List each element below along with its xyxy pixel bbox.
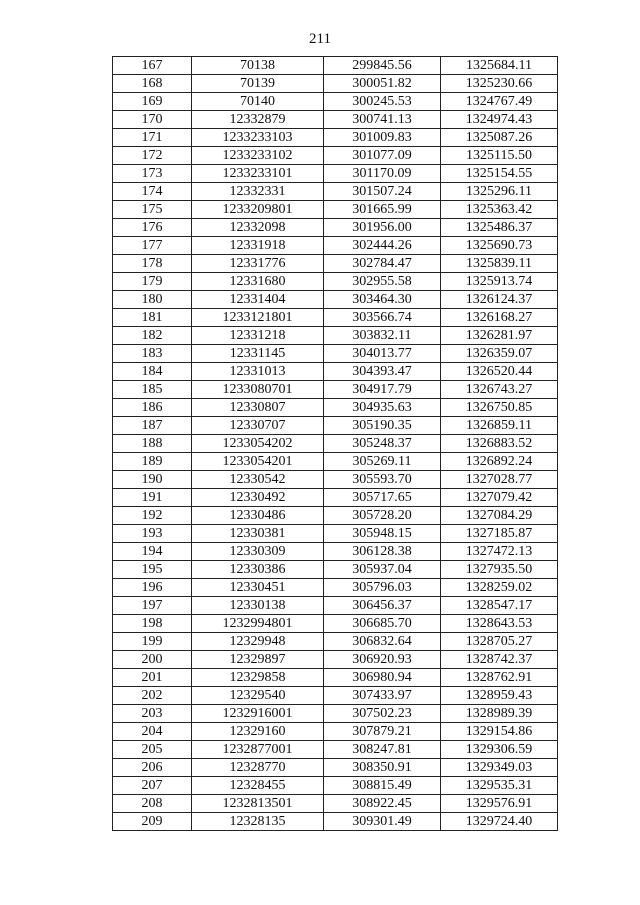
y-coordinate-cell: 1329306.59 [441,741,558,759]
point-id-cell: 12330386 [192,561,324,579]
table-row [113,219,558,237]
table-row [113,363,558,381]
point-id-cell: 12332098 [192,219,324,237]
row-number-cell: 190 [113,471,192,489]
table-row [113,417,558,435]
point-id-cell: 12330707 [192,417,324,435]
x-coordinate-cell: 301956.00 [324,219,441,237]
point-id-cell: 12330381 [192,525,324,543]
point-id-cell: 12330138 [192,597,324,615]
x-coordinate-cell: 307433.97 [324,687,441,705]
point-id-cell: 12330807 [192,399,324,417]
y-coordinate-cell: 1327935.50 [441,561,558,579]
table-row [113,453,558,471]
point-id-cell: 70138 [192,57,324,75]
x-coordinate-cell: 308815.49 [324,777,441,795]
y-coordinate-cell: 1328742.37 [441,651,558,669]
point-id-cell: 1233233102 [192,147,324,165]
table-row [113,255,558,273]
table-row [113,741,558,759]
x-coordinate-cell: 306832.64 [324,633,441,651]
row-number-cell: 172 [113,147,192,165]
x-coordinate-cell: 308247.81 [324,741,441,759]
point-id-cell: 12328455 [192,777,324,795]
row-number-cell: 204 [113,723,192,741]
y-coordinate-cell: 1325913.74 [441,273,558,291]
x-coordinate-cell: 301077.09 [324,147,441,165]
row-number-cell: 184 [113,363,192,381]
point-id-cell: 12331145 [192,345,324,363]
y-coordinate-cell: 1325839.11 [441,255,558,273]
row-number-cell: 182 [113,327,192,345]
x-coordinate-cell: 300051.82 [324,75,441,93]
table-row [113,111,558,129]
x-coordinate-cell: 308922.45 [324,795,441,813]
x-coordinate-cell: 306920.93 [324,651,441,669]
x-coordinate-cell: 301507.24 [324,183,441,201]
y-coordinate-cell: 1326281.97 [441,327,558,345]
point-id-cell: 12329858 [192,669,324,687]
point-id-cell: 12332879 [192,111,324,129]
y-coordinate-cell: 1325087.26 [441,129,558,147]
point-id-cell: 70140 [192,93,324,111]
x-coordinate-cell: 305593.70 [324,471,441,489]
x-coordinate-cell: 305728.20 [324,507,441,525]
y-coordinate-cell: 1326883.52 [441,435,558,453]
x-coordinate-cell: 301009.83 [324,129,441,147]
row-number-cell: 198 [113,615,192,633]
row-number-cell: 197 [113,597,192,615]
table-row [113,273,558,291]
table-row [113,201,558,219]
point-id-cell: 1232813501 [192,795,324,813]
y-coordinate-cell: 1328547.17 [441,597,558,615]
point-id-cell: 1233209801 [192,201,324,219]
point-id-cell: 70139 [192,75,324,93]
point-id-cell: 1232916001 [192,705,324,723]
x-coordinate-cell: 304917.79 [324,381,441,399]
x-coordinate-cell: 307502.23 [324,705,441,723]
table-row [113,147,558,165]
row-number-cell: 200 [113,651,192,669]
point-id-cell: 12329160 [192,723,324,741]
row-number-cell: 201 [113,669,192,687]
y-coordinate-cell: 1325486.37 [441,219,558,237]
x-coordinate-cell: 305796.03 [324,579,441,597]
y-coordinate-cell: 1325684.11 [441,57,558,75]
x-coordinate-cell: 305937.04 [324,561,441,579]
x-coordinate-cell: 301170.09 [324,165,441,183]
table-row [113,237,558,255]
row-number-cell: 178 [113,255,192,273]
point-id-cell: 12329540 [192,687,324,705]
row-number-cell: 177 [113,237,192,255]
table-row [113,345,558,363]
y-coordinate-cell: 1326168.27 [441,309,558,327]
row-number-cell: 191 [113,489,192,507]
y-coordinate-cell: 1325115.50 [441,147,558,165]
y-coordinate-cell: 1328643.53 [441,615,558,633]
row-number-cell: 209 [113,813,192,831]
coordinates-table-body [113,57,558,831]
row-number-cell: 208 [113,795,192,813]
point-id-cell: 1232994801 [192,615,324,633]
point-id-cell: 1233054201 [192,453,324,471]
table-row [113,183,558,201]
row-number-cell: 207 [113,777,192,795]
row-number-cell: 183 [113,345,192,363]
row-number-cell: 170 [113,111,192,129]
y-coordinate-cell: 1329724.40 [441,813,558,831]
table-row [113,615,558,633]
table-row [113,93,558,111]
table-row [113,723,558,741]
row-number-cell: 188 [113,435,192,453]
x-coordinate-cell: 300741.13 [324,111,441,129]
x-coordinate-cell: 309301.49 [324,813,441,831]
table-row [113,309,558,327]
row-number-cell: 180 [113,291,192,309]
table-row [113,291,558,309]
point-id-cell: 12330492 [192,489,324,507]
row-number-cell: 176 [113,219,192,237]
y-coordinate-cell: 1324767.49 [441,93,558,111]
point-id-cell: 12328770 [192,759,324,777]
x-coordinate-cell: 302784.47 [324,255,441,273]
point-id-cell: 1233233101 [192,165,324,183]
row-number-cell: 192 [113,507,192,525]
y-coordinate-cell: 1329535.31 [441,777,558,795]
point-id-cell: 12330451 [192,579,324,597]
point-id-cell: 12330486 [192,507,324,525]
row-number-cell: 173 [113,165,192,183]
y-coordinate-cell: 1328762.91 [441,669,558,687]
table-row [113,75,558,93]
y-coordinate-cell: 1328959.43 [441,687,558,705]
y-coordinate-cell: 1327472.13 [441,543,558,561]
y-coordinate-cell: 1326124.37 [441,291,558,309]
point-id-cell: 12331918 [192,237,324,255]
y-coordinate-cell: 1327084.29 [441,507,558,525]
y-coordinate-cell: 1326892.24 [441,453,558,471]
table-row [113,687,558,705]
row-number-cell: 189 [113,453,192,471]
x-coordinate-cell: 306128.38 [324,543,441,561]
y-coordinate-cell: 1326750.85 [441,399,558,417]
x-coordinate-cell: 308350.91 [324,759,441,777]
y-coordinate-cell: 1326359.07 [441,345,558,363]
point-id-cell: 1233121801 [192,309,324,327]
x-coordinate-cell: 305248.37 [324,435,441,453]
row-number-cell: 205 [113,741,192,759]
row-number-cell: 195 [113,561,192,579]
table-row [113,597,558,615]
table-row [113,759,558,777]
point-id-cell: 1233233103 [192,129,324,147]
y-coordinate-cell: 1327028.77 [441,471,558,489]
table-row [113,705,558,723]
row-number-cell: 185 [113,381,192,399]
y-coordinate-cell: 1325363.42 [441,201,558,219]
table-row [113,165,558,183]
row-number-cell: 179 [113,273,192,291]
x-coordinate-cell: 302955.58 [324,273,441,291]
y-coordinate-cell: 1324974.43 [441,111,558,129]
table-row [113,813,558,831]
row-number-cell: 187 [113,417,192,435]
y-coordinate-cell: 1325690.73 [441,237,558,255]
y-coordinate-cell: 1327185.87 [441,525,558,543]
row-number-cell: 169 [113,93,192,111]
x-coordinate-cell: 307879.21 [324,723,441,741]
y-coordinate-cell: 1328259.02 [441,579,558,597]
x-coordinate-cell: 303566.74 [324,309,441,327]
table-row [113,669,558,687]
x-coordinate-cell: 306685.70 [324,615,441,633]
page-number: 211 [309,31,331,47]
table-row [113,381,558,399]
row-number-cell: 167 [113,57,192,75]
point-id-cell: 12330542 [192,471,324,489]
table-row [113,435,558,453]
table-row [113,543,558,561]
x-coordinate-cell: 303464.30 [324,291,441,309]
point-id-cell: 12331776 [192,255,324,273]
table-row [113,471,558,489]
row-number-cell: 196 [113,579,192,597]
y-coordinate-cell: 1325154.55 [441,165,558,183]
row-number-cell: 199 [113,633,192,651]
y-coordinate-cell: 1329154.86 [441,723,558,741]
point-id-cell: 12331218 [192,327,324,345]
row-number-cell: 174 [113,183,192,201]
x-coordinate-cell: 305190.35 [324,417,441,435]
table-row [113,651,558,669]
y-coordinate-cell: 1326859.11 [441,417,558,435]
row-number-cell: 168 [113,75,192,93]
table-row [113,327,558,345]
point-id-cell: 12330309 [192,543,324,561]
x-coordinate-cell: 300245.53 [324,93,441,111]
row-number-cell: 193 [113,525,192,543]
x-coordinate-cell: 301665.99 [324,201,441,219]
x-coordinate-cell: 302444.26 [324,237,441,255]
point-id-cell: 12332331 [192,183,324,201]
row-number-cell: 186 [113,399,192,417]
table-row [113,795,558,813]
point-id-cell: 12331404 [192,291,324,309]
point-id-cell: 1233080701 [192,381,324,399]
x-coordinate-cell: 304013.77 [324,345,441,363]
x-coordinate-cell: 305717.65 [324,489,441,507]
row-number-cell: 171 [113,129,192,147]
y-coordinate-cell: 1326743.27 [441,381,558,399]
table-row [113,129,558,147]
x-coordinate-cell: 305948.15 [324,525,441,543]
y-coordinate-cell: 1329576.91 [441,795,558,813]
x-coordinate-cell: 303832.11 [324,327,441,345]
table-row [113,525,558,543]
x-coordinate-cell: 304935.63 [324,399,441,417]
y-coordinate-cell: 1326520.44 [441,363,558,381]
row-number-cell: 203 [113,705,192,723]
row-number-cell: 202 [113,687,192,705]
row-number-cell: 181 [113,309,192,327]
coordinates-table [112,56,558,831]
y-coordinate-cell: 1325296.11 [441,183,558,201]
point-id-cell: 12329948 [192,633,324,651]
row-number-cell: 194 [113,543,192,561]
table-row [113,561,558,579]
x-coordinate-cell: 299845.56 [324,57,441,75]
table-row [113,489,558,507]
table-row [113,579,558,597]
point-id-cell: 1233054202 [192,435,324,453]
table-row [113,777,558,795]
point-id-cell: 1232877001 [192,741,324,759]
y-coordinate-cell: 1327079.42 [441,489,558,507]
x-coordinate-cell: 306980.94 [324,669,441,687]
x-coordinate-cell: 304393.47 [324,363,441,381]
table-row [113,399,558,417]
table-row [113,633,558,651]
x-coordinate-cell: 306456.37 [324,597,441,615]
table-row [113,507,558,525]
y-coordinate-cell: 1328989.39 [441,705,558,723]
y-coordinate-cell: 1325230.66 [441,75,558,93]
y-coordinate-cell: 1329349.03 [441,759,558,777]
point-id-cell: 12329897 [192,651,324,669]
point-id-cell: 12331013 [192,363,324,381]
point-id-cell: 12331680 [192,273,324,291]
x-coordinate-cell: 305269.11 [324,453,441,471]
row-number-cell: 206 [113,759,192,777]
table-row [113,57,558,75]
row-number-cell: 175 [113,201,192,219]
y-coordinate-cell: 1328705.27 [441,633,558,651]
point-id-cell: 12328135 [192,813,324,831]
